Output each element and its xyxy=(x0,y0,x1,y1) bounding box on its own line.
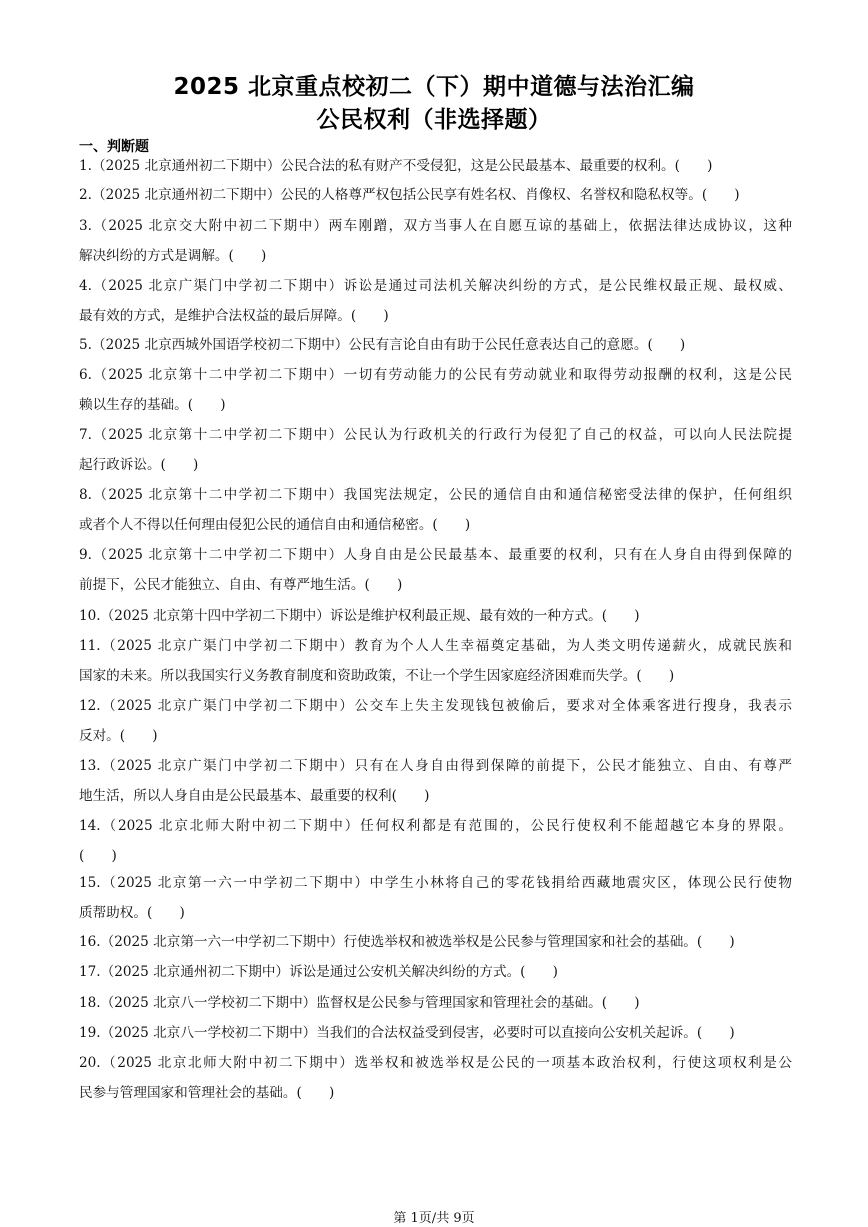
question-line: 14.（2025 北京北师大附中初二下期中）任何权利都是有范围的，公民行使权利不能超越它本身的界限。 xyxy=(79,818,792,834)
question-line: 7.（2025 北京第十二中学初二下期中）公民认为行政机关的行政行为侵犯了自己的权益，可以向人民法院提 xyxy=(79,427,792,443)
document-title: 2025 北京重点校初二（下）期中道德与法治汇编 xyxy=(173,74,695,100)
question-line: 最有效的方式，是维护合法权益的最后屏障。( ) xyxy=(79,308,389,324)
question-line: 前提下，公民才能独立、自由、有尊严地生活。( ) xyxy=(79,577,403,593)
question-line: 2.（2025 北京通州初二下期中）公民的人格尊严权包括公民享有姓名权、肖像权、名誉权和隐私权等。( ) xyxy=(79,187,740,203)
question-line: 解决纠纷的方式是调解。( ) xyxy=(79,248,267,264)
question-line: 国家的未来。所以我国实行义务教育制度和资助政策，不让一个学生因家庭经济困难而失学。( ) xyxy=(79,668,675,684)
question-line: 1.（2025 北京通州初二下期中）公民合法的私有财产不受侵犯，这是公民最基本、最重要的权利。( ) xyxy=(79,158,713,174)
question-line: 或者个人不得以任何理由侵犯公民的通信自由和通信秘密。( ) xyxy=(79,517,471,533)
question-line: 质帮助权。( ) xyxy=(79,905,185,921)
question-line: 13.（2025 北京广渠门中学初二下期中）只有在人身自由得到保障的前提下，公民才能独立、自由、有尊严 xyxy=(79,758,792,774)
document-subtitle: 公民权利（非选择题） xyxy=(316,107,552,133)
question-line: 15.（2025 北京第一六一中学初二下期中）中学生小林将自己的零花钱捐给西藏地震灾区，体现公民行使物 xyxy=(79,875,792,891)
section-heading: 一、判断题 xyxy=(79,139,149,155)
question-line: 反对。( ) xyxy=(79,728,158,744)
question-line: 6.（2025 北京第十二中学初二下期中）一切有劳动能力的公民有劳动就业和取得劳动报酬的权利，这是公民 xyxy=(79,367,792,383)
question-line: 8.（2025 北京第十二中学初二下期中）我国宪法规定，公民的通信自由和通信秘密受法律的保护，任何组织 xyxy=(79,487,792,503)
question-line: 17.（2025 北京通州初二下期中）诉讼是通过公安机关解决纠纷的方式。( ) xyxy=(79,964,558,980)
question-line: 10.（2025 北京第十四中学初二下期中）诉讼是维护权利最正规、最有效的一种方式。( ) xyxy=(79,608,640,624)
question-line: 9.（2025 北京第十二中学初二下期中）人身自由是公民最基本、最重要的权利，只有在人身自由得到保障的 xyxy=(79,547,792,563)
question-line: 11.（2025 北京广渠门中学初二下期中）教育为个人人生幸福奠定基础，为人类文明传递薪火，成就民族和 xyxy=(79,638,792,654)
question-line: 起行政诉讼。( ) xyxy=(79,457,199,473)
question-line: ( ) xyxy=(79,848,117,864)
question-line: 12.（2025 北京广渠门中学初二下期中）公交车上失主发现钱包被偷后，要求对全体乘客进行搜身，我表示 xyxy=(79,698,792,714)
page-footer: 第 1页/共 9页 xyxy=(393,1211,475,1226)
question-line: 18.（2025 北京八一学校初二下期中）监督权是公民参与管理国家和管理社会的基础。( ) xyxy=(79,995,640,1011)
question-line: 民参与管理国家和管理社会的基础。( ) xyxy=(79,1085,335,1101)
question-line: 3.（2025 北京交大附中初二下期中）两车刚蹭，双方当事人在自愿互谅的基础上，依据法律达成协议，这种 xyxy=(79,218,792,234)
question-line: 地生活，所以人身自由是公民最基本、最重要的权利( ) xyxy=(79,788,430,804)
question-line: 20.（2025 北京北师大附中初二下期中）选举权和被选举权是公民的一项基本政治权利，行使这项权利是公 xyxy=(79,1055,792,1071)
question-line: 5.（2025 北京西城外国语学校初二下期中）公民有言论自由有助于公民任意表达自己的意愿。( ) xyxy=(79,337,686,353)
question-line: 16.（2025 北京第一六一中学初二下期中）行使选举权和被选举权是公民参与管理国家和社会的基础。( ) xyxy=(79,934,735,950)
question-line: 4.（2025 北京广渠门中学初二下期中）诉讼是通过司法机关解决纠纷的方式，是公民维权最正规、最权威、 xyxy=(79,278,792,294)
question-line: 赖以生存的基础。( ) xyxy=(79,397,226,413)
question-line: 19.（2025 北京八一学校初二下期中）当我们的合法权益受到侵害，必要时可以直接向公安机关起诉。( ) xyxy=(79,1025,735,1041)
